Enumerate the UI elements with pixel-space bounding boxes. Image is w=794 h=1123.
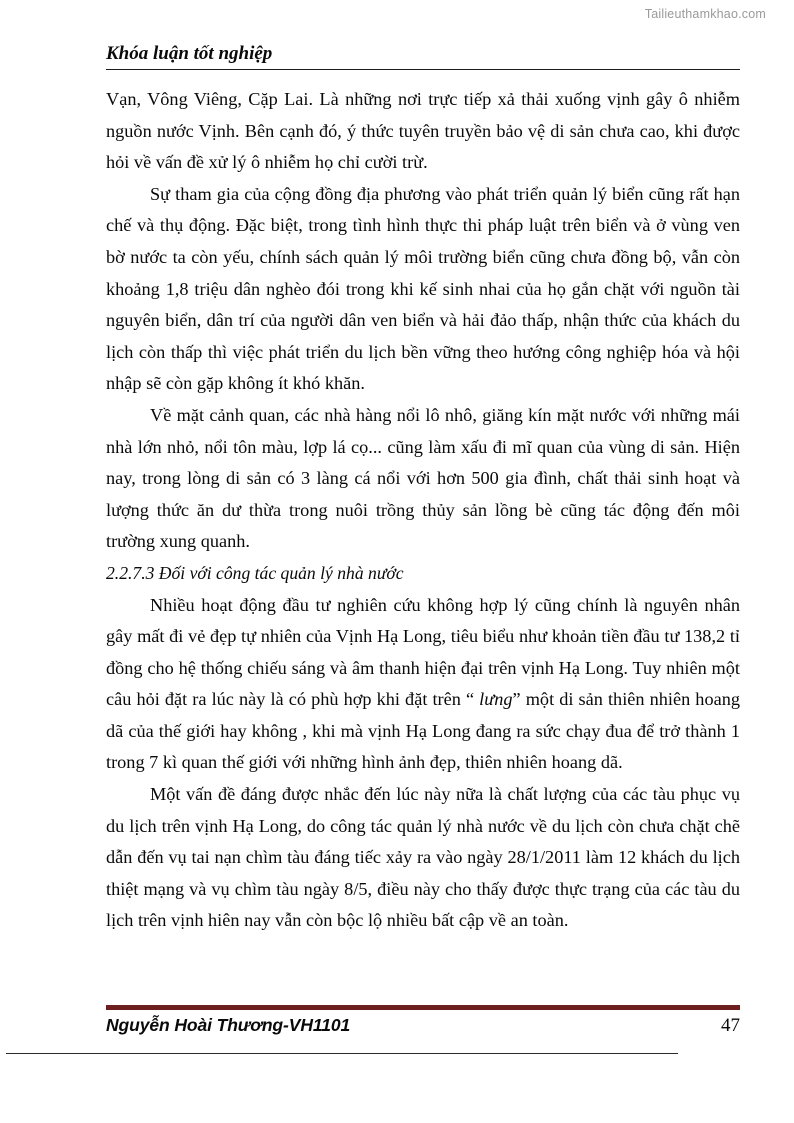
- footer-accent-rule: [106, 1005, 740, 1010]
- body-paragraph-3: Về mặt cảnh quan, các nhà hàng nổi lô nhô, giăng kín mặt nước với những mái nhà lớn nhỏ, nổi tôn màu, lợp lá cọ... cũng làm xấu đi mĩ quan của vùng di sản. Hiện nay, trong lòng di sản có 3 làng cá nổi với hơn 500 gia đình, chất thải sinh hoạt và lượng thức ăn dư thừa trong nuôi trồng thủy sản lồng bè cũng tác động đến môi trường xung quanh.: [106, 404, 740, 552]
- body-paragraph-2: Sự tham gia của cộng đồng địa phương vào phát triển quản lý biển cũng rất hạn chế và thụ động. Đặc biệt, trong tình hình thực thi pháp luật trên biển và ở vùng ven bờ nước ta còn yếu, chính sách quản lý môi trường biển cũng chưa đồng bộ, vẫn còn khoảng 1,8 triệu dân nghèo đói trong khi kế sinh nhai của họ gắn chặt với nguồn tài nguyên biển, dân trí của người dân ven biển và hải đảo thấp, nhận thức của khách du lịch còn thấp thì việc phát triển du lịch bền vững theo hướng công nghiệp hóa và hội nhập sẽ còn gặp không ít khó khăn.: [106, 183, 740, 394]
- document-body: [106, 84, 740, 937]
- body-paragraph-4: [106, 590, 740, 780]
- section-heading-2-2-7-3: 2.2.7.3 Đối với công tác quản lý nhà nước: [106, 562, 404, 583]
- body-paragraph-4-text-after-emphasis: ” một di sản thiên nhiên hoang dã của thế giới hay không , khi mà vịnh Hạ Long đang ra sức chạy đua để trở thành 1 trong 7 kì quan thế giới với những hình ảnh đẹp, thiên nhiên hoang dã.: [106, 689, 740, 773]
- footer-page-number: 47: [721, 1015, 740, 1036]
- body-paragraph-4-emphasis: lưng: [479, 689, 513, 710]
- body-paragraph-4-text-before-emphasis: Nhiều hoạt động đầu tư nghiên cứu không hợp lý cũng chính là nguyên nhân gây mất đi vẻ đẹp tự nhiên của Vịnh Hạ Long, tiêu biểu như khoản tiền đầu tư 138,2 tỉ đồng cho hệ thống chiếu sáng và âm thanh hiện đại trên vịnh Hạ Long. Tuy nhiên một câu hỏi đặt ra lúc này là có phù hợp khi đặt trên “: [106, 594, 740, 710]
- header-title: Khóa luận tốt nghiệp: [106, 43, 273, 64]
- body-paragraph-5: Một vấn đề đáng được nhắc đến lúc này nữa là chất lượng của các tàu phục vụ du lịch trên vịnh Hạ Long, do công tác quản lý nhà nước về du lịch còn chưa chặt chẽ dẫn đến vụ tai nạn chìm tàu đáng tiếc xảy ra vào ngày 28/1/2011 làm 12 khách du lịch thiệt mạng và vụ chìm tàu ngày 8/5, điều này cho thấy được thực trạng của các tàu du lịch trên vịnh hiên nay vẫn còn bộc lộ nhiều bất cập về an toàn.: [106, 784, 740, 931]
- running-header: [106, 42, 740, 70]
- running-footer: [106, 1005, 740, 1037]
- footer-author: Nguyễn Hoài Thương-VH1101: [106, 1015, 351, 1035]
- body-paragraph-1: Vạn, Vông Viêng, Cặp Lai. Là những nơi trực tiếp xả thải xuống vịnh gây ô nhiễm nguồn nước Vịnh. Bên cạnh đó, ý thức tuyên truyền bảo vệ di sản chưa cao, khi được hỏi về vấn đề xử lý ô nhiễm họ chỉ cười trừ.: [106, 89, 740, 173]
- page-bottom-divider: [6, 1053, 678, 1054]
- footer-row: [106, 1015, 740, 1037]
- header-divider: [106, 69, 740, 70]
- watermark-text: Tailieuthamkhao.com: [644, 7, 766, 21]
